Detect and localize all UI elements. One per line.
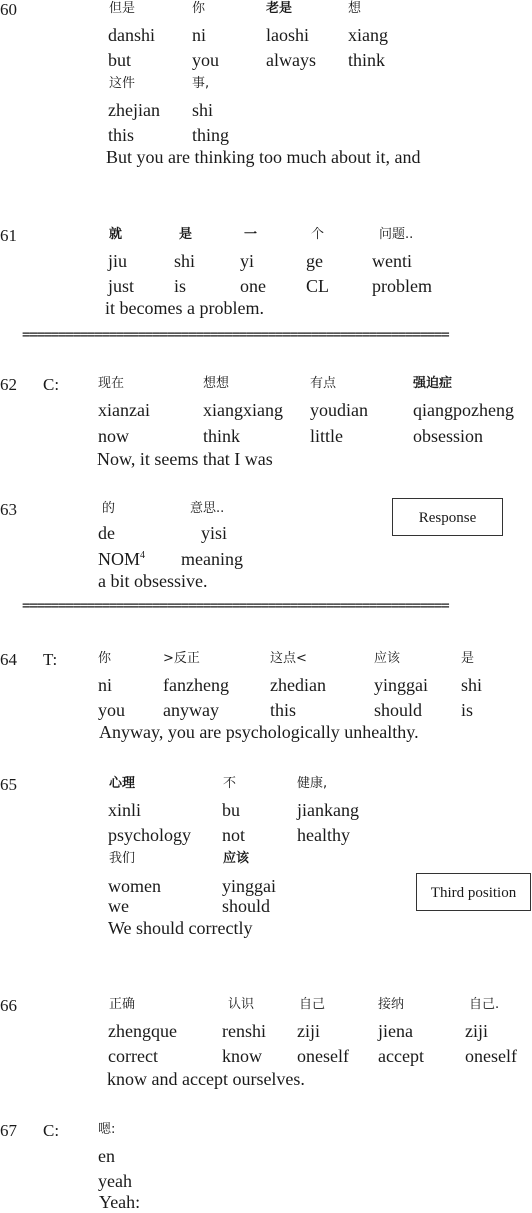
hanzi-word: 一 bbox=[244, 227, 258, 242]
hanzi-word: 现在 bbox=[98, 376, 125, 391]
pinyin-word: de bbox=[98, 523, 115, 543]
pinyin-word: youdian bbox=[310, 400, 368, 420]
gloss-word: but bbox=[108, 50, 132, 70]
gloss-word: anyway bbox=[163, 700, 219, 720]
gloss-word: think bbox=[203, 426, 241, 446]
speaker-label: C: bbox=[43, 375, 60, 394]
gloss-word: obsession bbox=[413, 426, 484, 446]
gloss-word: we bbox=[108, 896, 129, 916]
hanzi-word: 应该 bbox=[374, 651, 401, 666]
pinyin-word: bu bbox=[222, 800, 240, 820]
pinyin-word: xiangxiang bbox=[203, 400, 283, 420]
gloss-word: meaning bbox=[181, 549, 243, 569]
hanzi-word: 自己 bbox=[299, 997, 326, 1012]
gloss-word: thing bbox=[192, 125, 230, 145]
gloss-word: just bbox=[108, 276, 135, 296]
gloss-word: psychology bbox=[108, 825, 191, 845]
third-position-label-box: Third position bbox=[416, 873, 531, 911]
pinyin-word: ni bbox=[98, 675, 113, 695]
hanzi-word: 但是 bbox=[109, 1, 136, 16]
hanzi-word: 是 bbox=[179, 227, 193, 242]
pinyin-word: renshi bbox=[222, 1021, 266, 1041]
gloss-word: yeah bbox=[98, 1171, 132, 1191]
separator-line: =========================================================== bbox=[22, 327, 449, 343]
gloss-word: is bbox=[174, 276, 187, 296]
hanzi-word: 认识 bbox=[228, 997, 255, 1012]
hanzi-word: 是 bbox=[461, 651, 475, 666]
pinyin-word: xianzai bbox=[98, 400, 150, 420]
line-number: 62 bbox=[0, 375, 17, 394]
hanzi-word: 就 bbox=[109, 227, 123, 242]
pinyin-word: ziji bbox=[297, 1021, 320, 1041]
hanzi-word: 想 bbox=[348, 1, 362, 16]
pinyin-word: danshi bbox=[108, 25, 155, 45]
pinyin-word: fanzheng bbox=[163, 675, 229, 695]
hanzi-word: 事, bbox=[192, 76, 210, 91]
gloss-word: one bbox=[240, 276, 266, 296]
hanzi-word: 个 bbox=[311, 227, 325, 242]
pinyin-word: ni bbox=[192, 25, 207, 45]
gloss-word: this bbox=[108, 125, 135, 145]
translation-line: We should correctly bbox=[108, 918, 253, 938]
separator-line: =========================================================== bbox=[22, 598, 449, 614]
hanzi-word: 有点 bbox=[310, 376, 337, 391]
gloss-word: little bbox=[310, 426, 343, 446]
gloss-word: should bbox=[222, 896, 271, 916]
gloss-word: NOM$^4$ bbox=[98, 549, 146, 569]
translation-line: Now, it seems that I was bbox=[97, 449, 273, 469]
gloss-word: think bbox=[348, 50, 386, 70]
hanzi-word: 强迫症 bbox=[413, 376, 453, 391]
speaker-label: C: bbox=[43, 1121, 60, 1140]
hanzi-word: 嗯: bbox=[98, 1122, 116, 1137]
pinyin-word: jiankang bbox=[297, 800, 359, 820]
hanzi-word: 应该 bbox=[223, 851, 250, 866]
pinyin-word: zhejian bbox=[108, 100, 160, 120]
line-number: 67 bbox=[0, 1121, 17, 1140]
gloss-word: now bbox=[98, 426, 129, 446]
hanzi-word: 自己. bbox=[469, 997, 500, 1012]
translation-line: know and accept ourselves. bbox=[107, 1069, 305, 1089]
gloss-word: this bbox=[270, 700, 297, 720]
hanzi-word: 心理 bbox=[109, 776, 136, 791]
gloss-word: always bbox=[266, 50, 316, 70]
hanzi-word: >反正 bbox=[163, 651, 200, 666]
translation-line: Anyway, you are psychologically unhealthy. bbox=[99, 722, 419, 742]
pinyin-word: ge bbox=[306, 251, 323, 271]
hanzi-word: 意思.. bbox=[190, 501, 225, 516]
gloss-word: oneself bbox=[465, 1046, 517, 1066]
gloss-word: is bbox=[461, 700, 474, 720]
hanzi-word: 这点< bbox=[270, 651, 307, 666]
speaker-label: T: bbox=[43, 650, 58, 669]
gloss-word: CL bbox=[306, 276, 330, 296]
pinyin-word: xinli bbox=[108, 800, 142, 820]
gloss-word: healthy bbox=[297, 825, 350, 845]
line-number: 60 bbox=[0, 0, 17, 19]
hanzi-word: 老是 bbox=[266, 1, 293, 16]
gloss-word: not bbox=[222, 825, 246, 845]
pinyin-word: ziji bbox=[465, 1021, 488, 1041]
pinyin-word: jiena bbox=[378, 1021, 413, 1041]
hanzi-word: 正确 bbox=[109, 997, 136, 1012]
line-number: 63 bbox=[0, 500, 17, 519]
hanzi-word: 这件 bbox=[109, 76, 136, 91]
pinyin-word: yinggai bbox=[374, 675, 428, 695]
pinyin-word: zhengque bbox=[108, 1021, 177, 1041]
pinyin-word: xiang bbox=[348, 25, 388, 45]
gloss-word: problem bbox=[372, 276, 432, 296]
pinyin-word: qiangpozheng bbox=[413, 400, 514, 420]
hanzi-word: 你 bbox=[192, 1, 206, 16]
pinyin-word: en bbox=[98, 1146, 115, 1166]
hanzi-word: 我们 bbox=[109, 851, 136, 866]
pinyin-word: yisi bbox=[201, 523, 228, 543]
response-label-box: Response bbox=[392, 498, 503, 536]
translation-line: it becomes a problem. bbox=[105, 298, 264, 318]
gloss-word: you bbox=[192, 50, 219, 70]
hanzi-word: 健康, bbox=[297, 776, 328, 791]
hanzi-word: 接纳 bbox=[378, 997, 405, 1012]
gloss-word: you bbox=[98, 700, 125, 720]
line-number: 65 bbox=[0, 775, 17, 794]
gloss-word: accept bbox=[378, 1046, 424, 1066]
gloss-word: should bbox=[374, 700, 423, 720]
gloss-word: know bbox=[222, 1046, 262, 1066]
line-number: 64 bbox=[0, 650, 17, 669]
line-number: 66 bbox=[0, 996, 17, 1015]
hanzi-word: 不 bbox=[223, 776, 237, 791]
line-number: 61 bbox=[0, 226, 17, 245]
pinyin-word: women bbox=[108, 876, 161, 896]
pinyin-word: laoshi bbox=[266, 25, 309, 45]
hanzi-word: 你 bbox=[98, 651, 112, 666]
gloss-word: correct bbox=[108, 1046, 158, 1066]
pinyin-word: yi bbox=[240, 251, 255, 271]
hanzi-word: 想想 bbox=[203, 376, 230, 391]
translation-line: But you are thinking too much about it, and bbox=[106, 147, 421, 167]
translation-line: a bit obsessive. bbox=[98, 571, 208, 591]
translation-line: Yeah: bbox=[99, 1192, 141, 1212]
pinyin-word: shi bbox=[461, 675, 483, 695]
gloss-word: oneself bbox=[297, 1046, 349, 1066]
pinyin-word: shi bbox=[174, 251, 196, 271]
hanzi-word: 的 bbox=[102, 501, 116, 516]
pinyin-word: jiu bbox=[108, 251, 128, 271]
pinyin-word: yinggai bbox=[222, 876, 276, 896]
pinyin-word: shi bbox=[192, 100, 214, 120]
pinyin-word: wenti bbox=[372, 251, 412, 271]
hanzi-word: 问题.. bbox=[379, 227, 414, 242]
pinyin-word: zhedian bbox=[270, 675, 326, 695]
